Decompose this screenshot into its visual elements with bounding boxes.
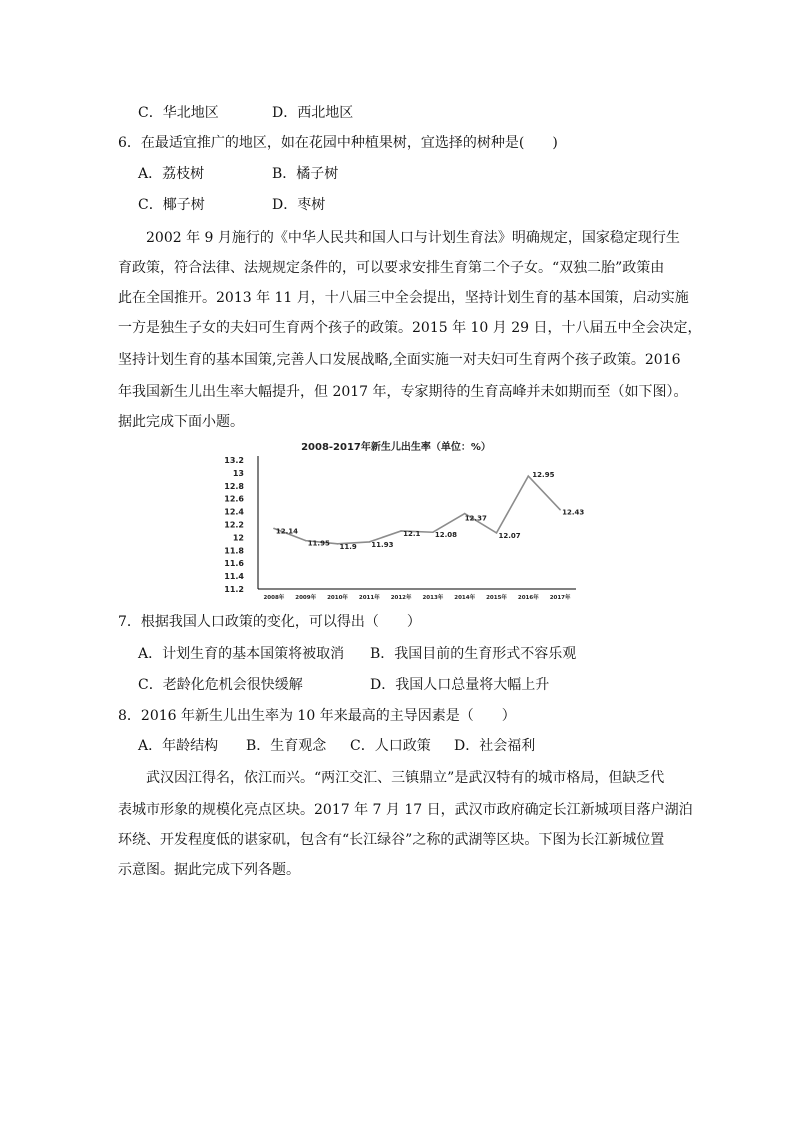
- q7-option-b: B．我国目前的生育形式不容乐观: [370, 646, 577, 662]
- passage1-line-1: 2002 年 9 月施行的《中华人民共和国人口与计划生育法》明确规定，国家稳定现行生: [146, 230, 680, 246]
- passage2-line-4: 示意图。据此完成下列各题。: [118, 862, 300, 878]
- q6-stem: 6．在最适宜推广的地区，如在花园中种植果树，宜选择的树种是( ): [118, 135, 558, 151]
- data-label: 11.9: [339, 542, 357, 551]
- passage1-line-7: 据此完成下面小题。: [118, 414, 244, 430]
- chart-title: 2008-2017年新生儿出生率（单位：%）: [301, 442, 491, 453]
- q6-option-a: A．荔枝树: [138, 166, 205, 182]
- y-tick-label: 13.2: [224, 456, 244, 465]
- y-tick-label: 13: [232, 468, 244, 478]
- q5-option-c: C．华北地区: [138, 105, 219, 121]
- q8-option-d: D．社会福利: [454, 738, 536, 754]
- data-point: [528, 475, 530, 477]
- y-tick-label: 11.4: [224, 572, 244, 582]
- passage2-line-2: 表城市形象的规模化亮点区块。2017 年 7 月 17 日，武汉市政府确定长江新城项目落户湖泊: [118, 802, 693, 818]
- data-point: [337, 543, 339, 545]
- x-tick-label: 2012年: [390, 595, 412, 601]
- y-tick-label: 12.2: [224, 520, 244, 530]
- passage1-line-6: 年我国新生儿出生率大幅提升，但 2017 年，专家期待的生育高峰并未如期而至（如下图）。: [118, 384, 688, 400]
- passage2-line-3: 环绕、开发程度低的谌家矶，包含有“长江绿谷”之称的武湖等区块。下图为长江新城位置: [118, 832, 665, 848]
- q8-option-c: C．人口政策: [350, 738, 431, 754]
- data-point: [305, 540, 307, 542]
- passage1-line-3: 此在全国推开。2013 年 11 月，十八届三中全会提出，坚持计划生育的基本国策，启动实施: [118, 290, 689, 306]
- x-tick-label: 2016年: [517, 595, 539, 601]
- x-tick-label: 2011年: [358, 595, 380, 601]
- x-tick-label: 2013年: [422, 595, 444, 601]
- data-label: 12.08: [434, 531, 458, 540]
- q7-stem: 7．根据我国人口政策的变化，可以得出（ ）: [118, 614, 421, 630]
- q8-stem: 8．2016 年新生儿出生率为 10 年来最高的主导因素是（ ）: [118, 708, 516, 724]
- q7-option-d: D．我国人口总量将大幅上升: [370, 677, 550, 693]
- y-tick-label: 12.6: [224, 494, 244, 504]
- data-label: 11.95: [307, 539, 330, 548]
- x-tick-label: 2017年: [549, 595, 571, 601]
- passage1-line-5: 坚持计划生育的基本国策,完善人口发展战略,全面实施一对夫妇可生育两个孩子政策。2016: [118, 352, 681, 368]
- chart-x-ticks: [263, 593, 571, 601]
- passage1-line-2: 育政策，符合法律、法规规定条件的，可以要求安排生育第二个子女。“双独二胎”政策由: [118, 260, 665, 276]
- y-tick-label: 12.4: [224, 507, 244, 517]
- data-point: [559, 509, 561, 511]
- birth-rate-chart-svg: [200, 434, 590, 606]
- data-point: [273, 528, 275, 530]
- data-point: [400, 530, 402, 532]
- q5-option-d: D．西北地区: [272, 105, 354, 121]
- data-label: 12.14: [275, 527, 299, 536]
- q6-option-d: D．枣树: [272, 197, 326, 213]
- data-label: 12.1: [403, 529, 421, 538]
- x-tick-label: 2009年: [295, 595, 317, 601]
- data-label: 12.43: [562, 508, 585, 517]
- x-tick-label: 2008年: [263, 595, 285, 601]
- passage1-line-4: 一方是独生子女的夫妇可生育两个孩子的政策。2015 年 10 月 29 日，十八届五中全会决定，: [118, 320, 702, 336]
- data-point: [496, 532, 498, 534]
- chart-data-labels: [276, 471, 584, 551]
- chart-y-ticks: [224, 456, 244, 594]
- birth-rate-chart: [200, 434, 590, 606]
- q6-option-b: B．橘子树: [272, 166, 339, 182]
- q7-option-a: A．计划生育的基本国策将被取消: [138, 646, 345, 662]
- q8-option-b: B．生育观念: [246, 738, 327, 754]
- y-tick-label: 11.8: [224, 546, 244, 556]
- data-label: 12.07: [498, 531, 521, 540]
- data-point: [432, 531, 434, 533]
- x-tick-label: 2015年: [486, 595, 507, 601]
- y-tick-label: 11.6: [224, 559, 244, 569]
- data-label: 12.37: [464, 514, 487, 523]
- data-label: 12.95: [532, 471, 555, 480]
- x-tick-label: 2010年: [327, 595, 348, 601]
- q7-option-c: C．老龄化危机会很快缓解: [138, 677, 303, 693]
- data-label: 11.93: [371, 540, 394, 549]
- y-tick-label: 12.8: [224, 481, 244, 491]
- q8-option-a: A．年龄结构: [138, 738, 219, 754]
- q6-option-c: C．椰子树: [138, 197, 205, 213]
- x-tick-label: 2014年: [454, 595, 476, 601]
- passage2-line-1: 武汉因江得名，依江而兴。“两江交汇、三镇鼎立”是武汉特有的城市格局，但缺乏代: [146, 770, 665, 786]
- y-tick-label: 11.2: [224, 585, 244, 594]
- y-tick-label: 12: [232, 533, 244, 543]
- data-point: [369, 541, 371, 543]
